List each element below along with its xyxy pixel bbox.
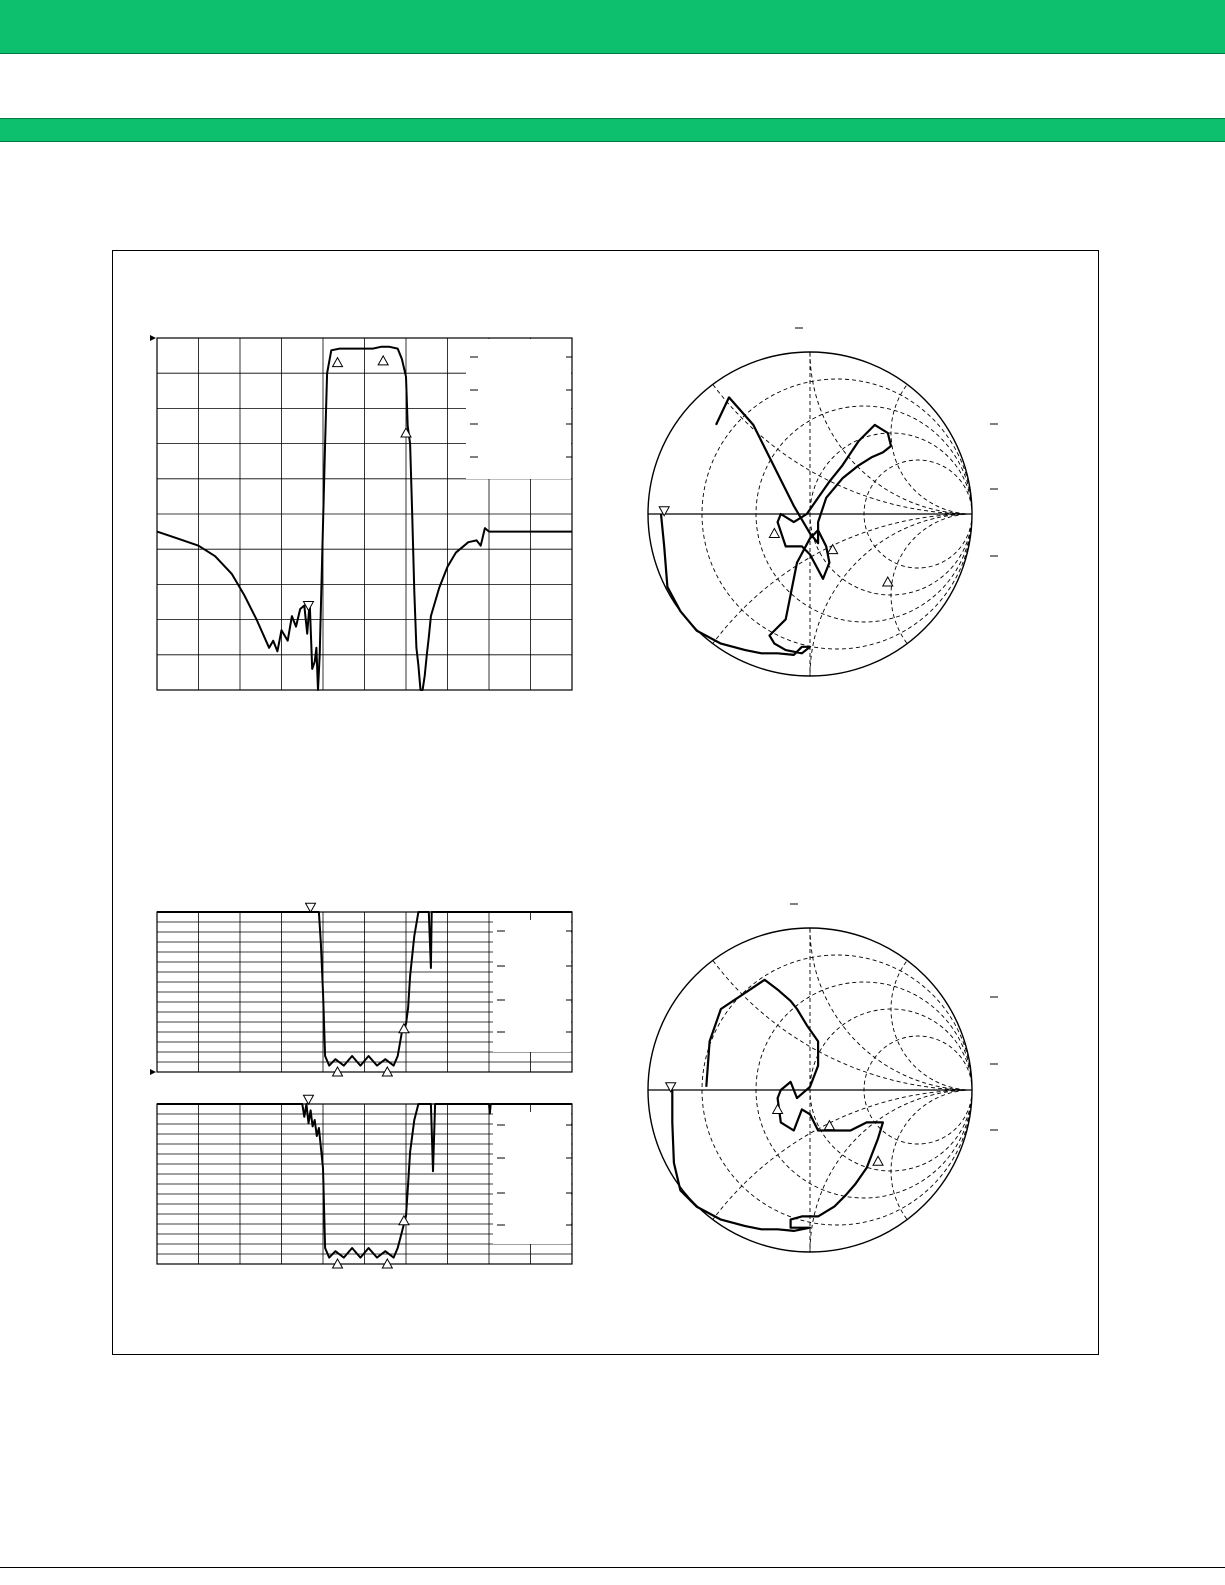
- smith-upper-reactance-arc: [891, 352, 1053, 514]
- smith-upper-marker-up: [828, 545, 838, 554]
- stopband-lower-legend-panel: [493, 1112, 571, 1244]
- smith-upper-reactance-arc: [891, 514, 1053, 676]
- smith-upper-marker-up: [883, 577, 893, 586]
- smith-upper-trace: [661, 397, 891, 655]
- smith-lower-reactance-arc: [810, 766, 1134, 1090]
- smith-lower-reactance-arc: [891, 1090, 1053, 1252]
- footer-rule: [0, 1567, 1225, 1568]
- reference-level-marker: [150, 335, 156, 341]
- stopband-lower-chart: [157, 1095, 572, 1268]
- smith-lower-marker-up: [873, 1156, 883, 1165]
- passband-wide-legend-panel: [466, 339, 571, 479]
- reference-level-marker: [150, 1069, 156, 1075]
- smith-upper-marker-up: [769, 528, 779, 537]
- stopband-upper-chart: [157, 903, 572, 1076]
- smith-lower-reactance-arc: [891, 928, 1053, 1090]
- smith-chart-lower: [648, 442, 1225, 1585]
- passband-wide-chart: [157, 338, 572, 690]
- smith-lower-marker-up: [773, 1104, 783, 1113]
- smith-upper-reactance-arc: [810, 514, 1134, 838]
- smith-lower-reactance-arc: [810, 1090, 1134, 1414]
- smith-upper-reactance-arc: [648, 514, 1225, 1162]
- stopband-upper-marker-down: [306, 903, 316, 912]
- smith-lower-grid: [648, 442, 1225, 1585]
- stopband-lower-marker-down: [303, 1095, 313, 1104]
- smith-upper-reactance-arc: [648, 0, 1225, 514]
- smith-lower-reactance-arc: [648, 442, 1225, 1090]
- smith-lower-reactance-arc: [648, 1090, 1225, 1585]
